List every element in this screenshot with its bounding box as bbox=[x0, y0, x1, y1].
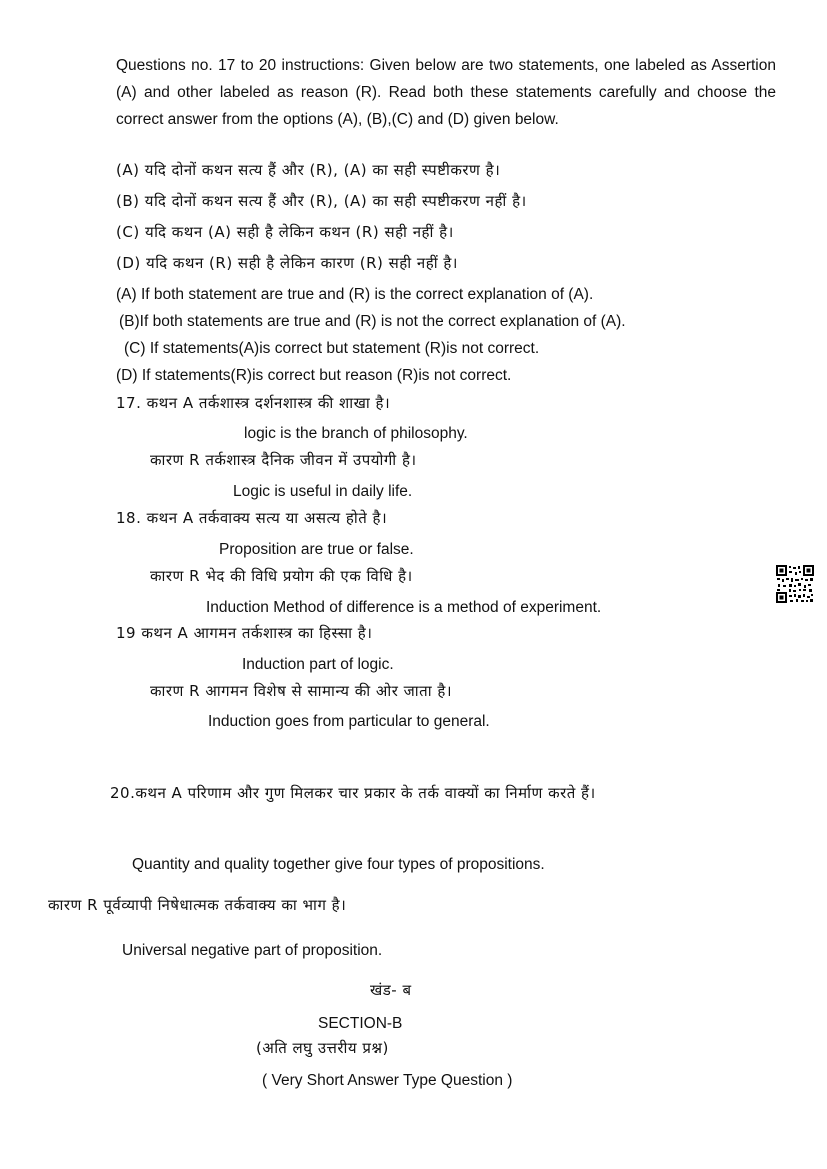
q18-assertion-hindi: 18. कथन A तर्कवाक्य सत्य या असत्य होते है। bbox=[116, 509, 388, 527]
q19-reason-hindi: कारण R आगमन विशेष से सामान्य की ओर जाता है। bbox=[150, 682, 453, 700]
q17-assertion-english: logic is the branch of philosophy. bbox=[244, 425, 468, 442]
qr-finder-top-left bbox=[776, 565, 787, 576]
q20-assertion-english: Quantity and quality together give four types of propositions. bbox=[132, 856, 545, 873]
q17-reason-hindi: कारण R तर्कशास्त्र दैनिक जीवन में उपयोगी है। bbox=[150, 451, 417, 469]
option-english-c: (C) If statements(A)is correct but statement (R)is not correct. bbox=[124, 340, 540, 357]
q19-reason-english: Induction goes from particular to general. bbox=[208, 713, 490, 730]
option-hindi-a: (A) यदि दोनों कथन सत्य हैं और (R), (A) का सही स्पष्टीकरण है। bbox=[116, 161, 501, 179]
option-english-b: (B)If both statements are true and (R) is not the correct explanation of (A). bbox=[119, 313, 626, 330]
q20-reason-hindi: कारण R पूर्वव्यापी निषेधात्मक तर्कवाक्य का भाग है। bbox=[48, 896, 347, 914]
q19-assertion-english: Induction part of logic. bbox=[242, 656, 394, 673]
q18-reason-hindi: कारण R भेद की विधि प्रयोग की एक विधि है। bbox=[150, 567, 413, 585]
section-english-heading: SECTION-B bbox=[318, 1015, 403, 1032]
option-hindi-d: (D) यदि कथन (R) सही है लेकिन कारण (R) सही नहीं है। bbox=[116, 254, 458, 272]
q18-assertion-english: Proposition are true or false. bbox=[219, 541, 414, 558]
q20-reason-english: Universal negative part of proposition. bbox=[122, 942, 383, 959]
qr-finder-top-right bbox=[803, 565, 814, 576]
q17-assertion-hindi: 17. कथन A तर्कशास्त्र दर्शनशास्त्र की शाखा है। bbox=[116, 394, 391, 412]
q20-assertion-hindi-text: 20.कथन A परिणाम और गुण मिलकर चार प्रकार के तर्क वाक्यों का निर्माण करते हैं। bbox=[110, 784, 596, 802]
q20-assertion-hindi bbox=[48, 778, 708, 808]
qr-code bbox=[776, 565, 814, 603]
section-hindi-heading: खंड- ब bbox=[370, 981, 412, 999]
section-subtitle-hindi: (अति लघु उत्तरीय प्रश्न) bbox=[256, 1039, 389, 1057]
qr-finder-bottom-left bbox=[776, 592, 787, 603]
q19-assertion-hindi: 19 कथन A आगमन तर्कशास्त्र का हिस्सा है। bbox=[116, 624, 373, 642]
q17-reason-english: Logic is useful in daily life. bbox=[233, 483, 413, 500]
section-subtitle-english: ( Very Short Answer Type Question ) bbox=[262, 1072, 513, 1089]
option-hindi-b: (B) यदि दोनों कथन सत्य हैं और (R), (A) का सही स्पष्टीकरण नहीं है। bbox=[116, 192, 527, 210]
q18-reason-english: Induction Method of difference is a method of experiment. bbox=[206, 599, 602, 616]
option-hindi-c: (C) यदि कथन (A) सही है लेकिन कथन (R) सही नहीं है। bbox=[116, 223, 454, 241]
option-english-d: (D) If statements(R)is correct but reason (R)is not correct. bbox=[116, 367, 512, 384]
instructions-paragraph: Questions no. 17 to 20 instructions: Given below are two statements, one labeled as Assertion (A) and other labeled as reason (R). Read both these statements carefully and choose the correct answer from the options (A), (B),(C) and (D) given below. bbox=[116, 57, 776, 128]
option-english-a: (A) If both statement are true and (R) is the correct explanation of (A). bbox=[116, 286, 594, 303]
